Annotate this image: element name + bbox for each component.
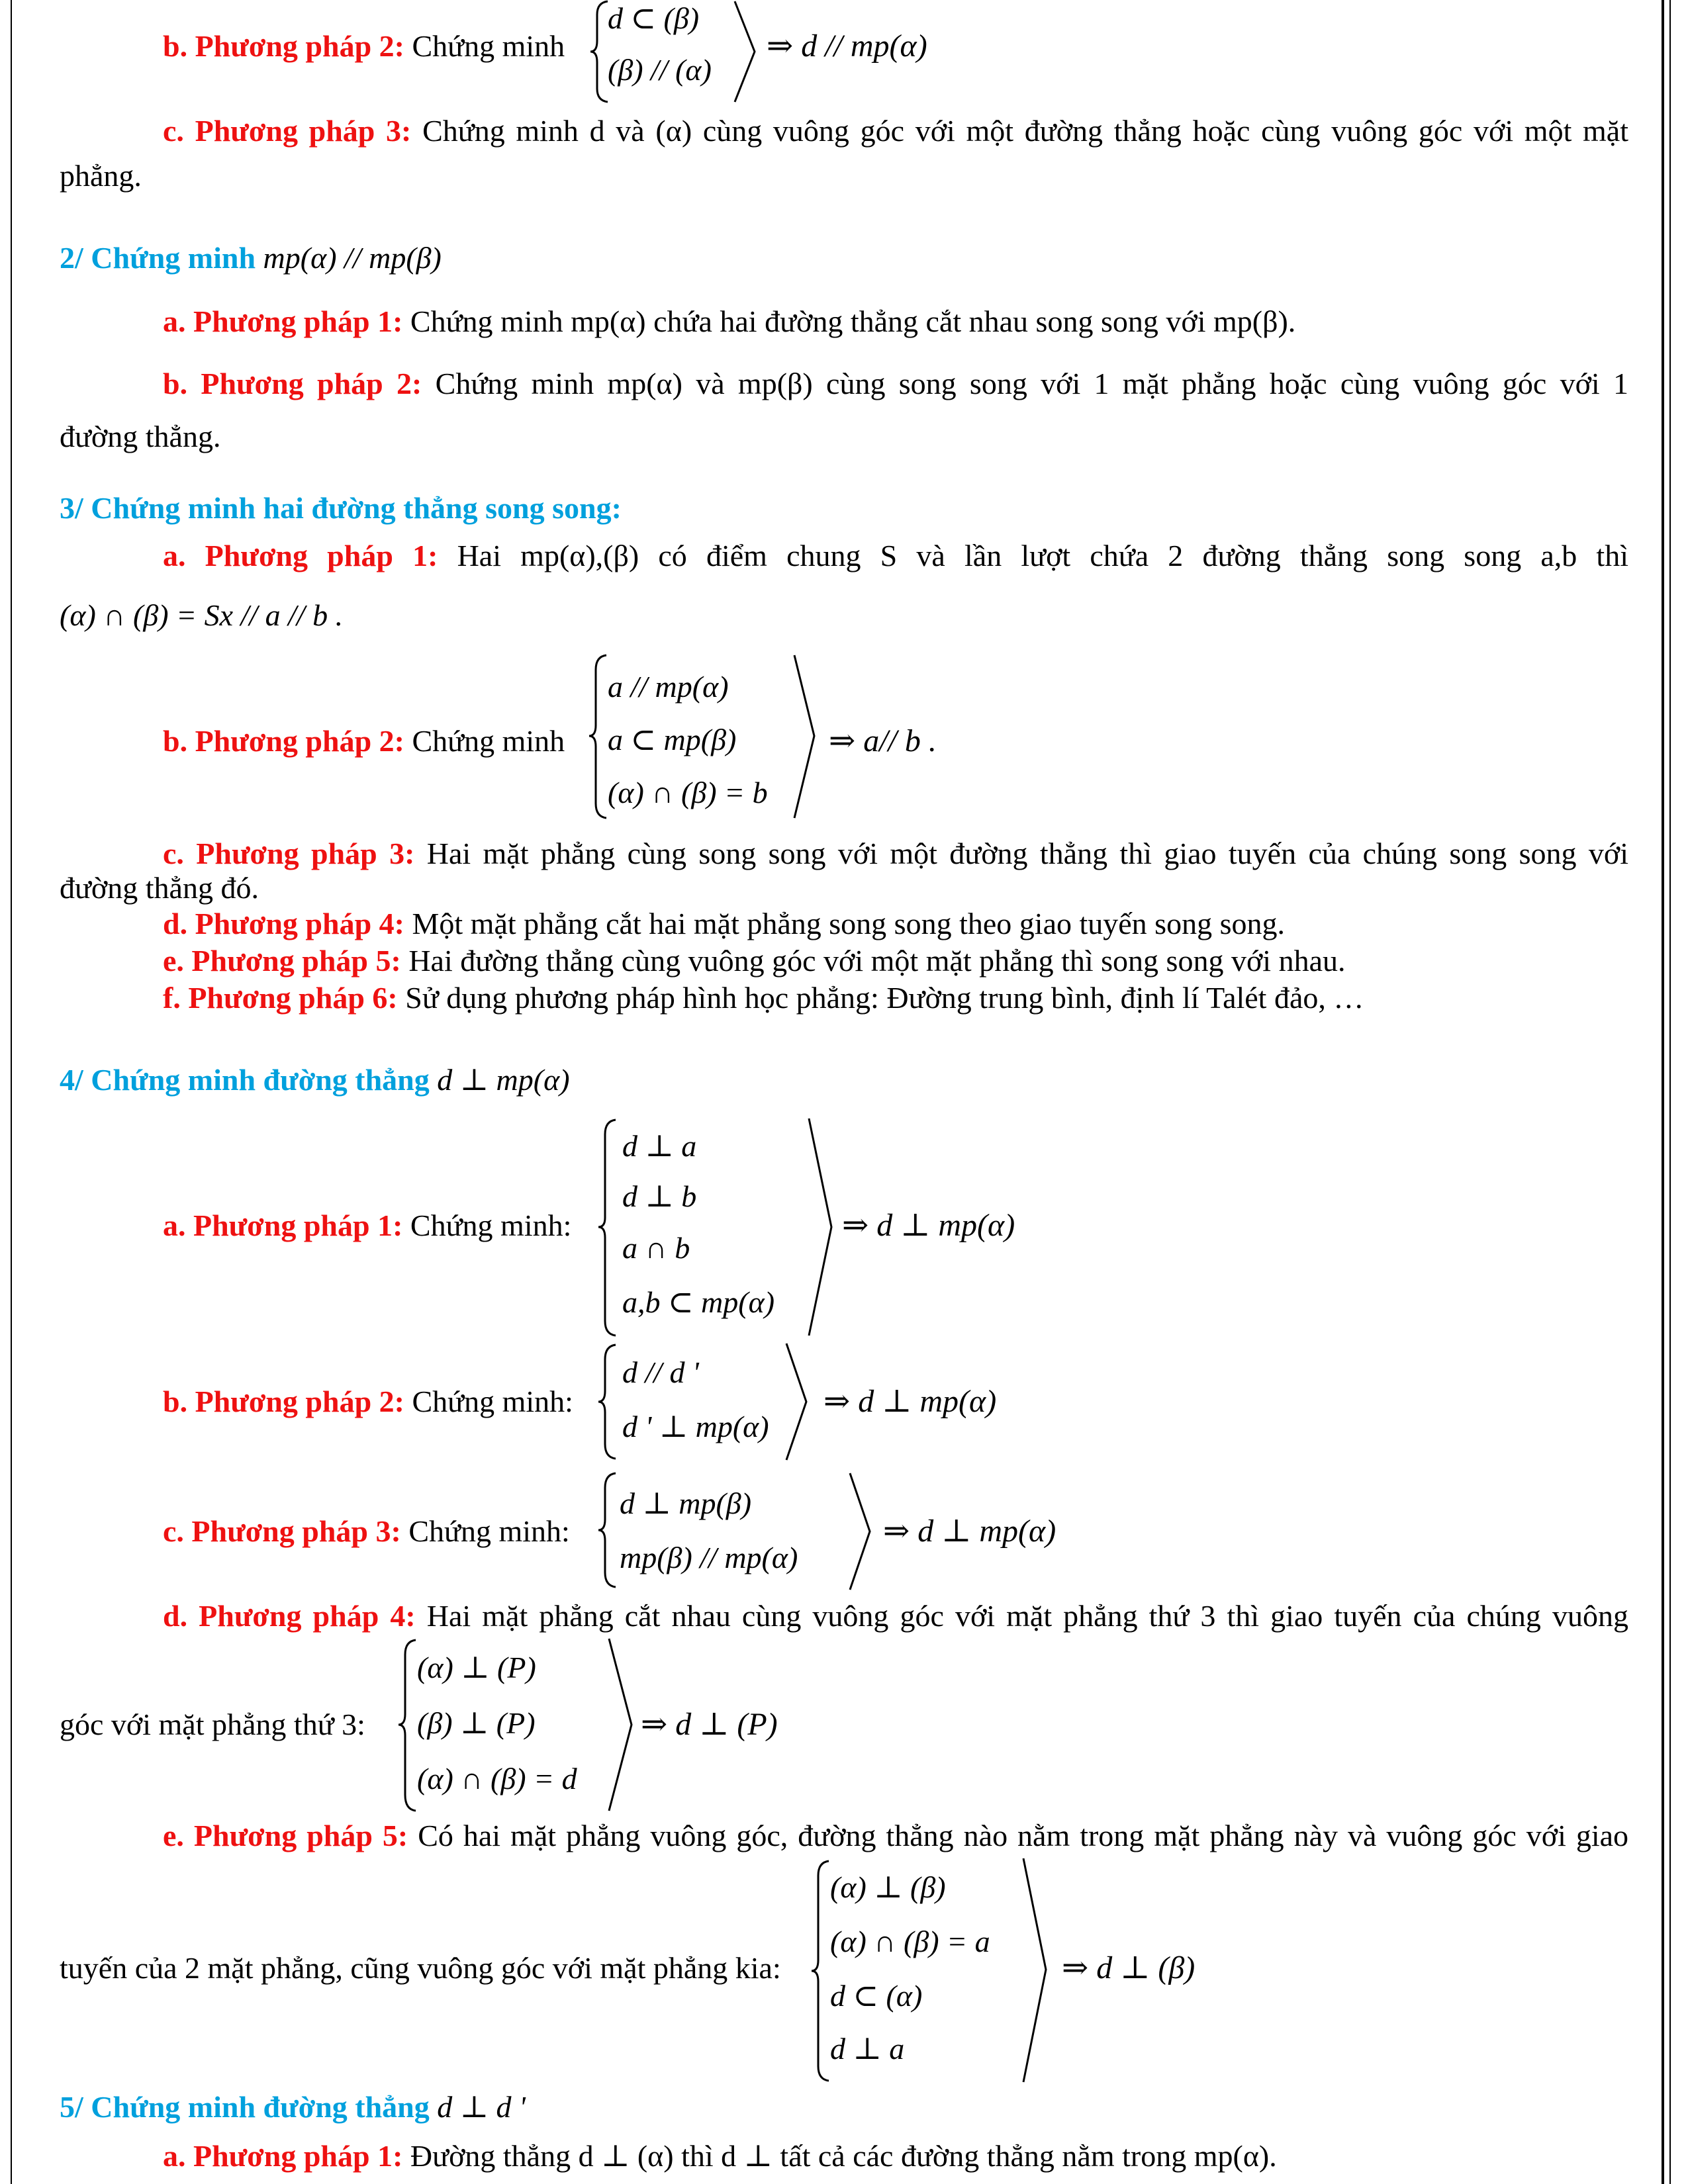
s4-c-label: c. Phương pháp 3: — [163, 1514, 401, 1548]
s4-c-left-brace — [596, 1472, 618, 1588]
s4-b-left-brace — [596, 1343, 618, 1460]
s4-e-text-2: tuyến của 2 mặt phẳng, cũng vuông góc với mặt phẳng kia: — [60, 1951, 781, 1985]
page-border-right — [1662, 0, 1664, 2184]
s2-b-text-1: Chứng minh mp(α) và mp(β) cùng song song với 1 mặt phẳng hoặc cùng vuông góc với 1 — [435, 367, 1628, 400]
s3-c-text-1: Hai mặt phẳng cùng song song với một đường thẳng thì giao tuyến của chúng song song với — [426, 837, 1629, 870]
s4-b-right-angle — [784, 1342, 810, 1461]
s5-a-text: Đường thẳng d ⊥ (α) thì d ⊥ tất cả các đường thẳng nằm trong mp(α). — [410, 2139, 1277, 2173]
s3-d-text: Một mặt phẳng cắt hai mặt phẳng song song theo giao tuyến song song. — [412, 907, 1285, 940]
page-border-left — [11, 0, 12, 2184]
s4-a-right-angle — [806, 1117, 835, 1338]
s3-c-text-2: đường thẳng đó. — [60, 871, 259, 905]
s2-title-math: mp(α) // mp(β) — [263, 241, 442, 275]
s4-title-line — [60, 1062, 570, 1099]
s3-e-text: Hai đường thẳng cùng vuông góc với một mặt phẳng thì song song với nhau. — [408, 944, 1346, 978]
s4-b-result: ⇒ d ⊥ mp(α) — [823, 1384, 997, 1419]
s3-title: 3/ Chứng minh hai đường thẳng song song: — [60, 491, 622, 525]
s1-c-text-2: phẳng. — [60, 159, 142, 193]
s3-d-label: d. Phương pháp 4: — [163, 907, 404, 940]
s4-a-text: Chứng minh: — [410, 1208, 572, 1242]
s4-e-sys-row-4: d ⊥ a — [830, 2032, 905, 2066]
s1-c-line — [163, 113, 1628, 150]
s4-a-sys-row-4: a,b ⊂ mp(α) — [622, 1285, 775, 1319]
s4-d-right-angle — [606, 1637, 635, 1813]
s4-a-sys-row-1: d ⊥ a — [622, 1129, 697, 1163]
s3-b-right-angle — [792, 654, 818, 819]
page-border-right-thin — [1669, 0, 1671, 2184]
s3-a-text-2: (α) ∩ (β) = Sx // a // b . — [60, 598, 344, 632]
s4-b-sys-row-1: d // d ' — [622, 1355, 699, 1389]
s4-d-text-2: góc với mặt phẳng thứ 3: — [60, 1707, 365, 1741]
s4-c-right-angle — [847, 1472, 874, 1591]
s4-d-text-1: Hai mặt phẳng cắt nhau cùng vuông góc với mặt phẳng thứ 3 thì giao tuyến của chúng vuông — [426, 1599, 1628, 1633]
s2-b-line — [163, 365, 1628, 402]
s4-c-result: ⇒ d ⊥ mp(α) — [883, 1514, 1056, 1549]
s4-a-label: a. Phương pháp 1: — [163, 1208, 403, 1242]
s4-d-label: d. Phương pháp 4: — [163, 1599, 416, 1633]
s4-a-left-brace — [596, 1118, 618, 1337]
s4-title: 4/ Chứng minh đường thẳng — [60, 1063, 430, 1097]
s3-a-label: a. Phương pháp 1: — [163, 539, 438, 572]
s2-a-line — [163, 303, 1295, 340]
s4-b-line — [163, 1383, 573, 1420]
s5-a-label: a. Phương pháp 1: — [163, 2139, 403, 2173]
s5-title-line — [60, 2089, 526, 2126]
s3-e-line — [163, 942, 1345, 979]
s3-f-text: Sử dụng phương pháp hình học phẳng: Đường trung bình, định lí Talét đảo, … — [405, 981, 1364, 1015]
s2-a-text: Chứng minh mp(α) chứa hai đường thẳng cắt nhau song song với mp(β). — [410, 304, 1296, 338]
s4-a-sys-row-2: d ⊥ b — [622, 1179, 697, 1213]
s3-f-line — [163, 979, 1364, 1017]
s3-d-line — [163, 905, 1285, 942]
s1-b-line — [163, 28, 565, 65]
s3-a-text-1: Hai mp(α),(β) có điểm chung S và lần lượt chứa 2 đường thẳng song song a,b thì — [457, 539, 1628, 572]
s4-d-sys-row-1: (α) ⊥ (P) — [417, 1651, 536, 1684]
s4-c-text: Chứng minh: — [408, 1514, 570, 1548]
s4-b-label: b. Phương pháp 2: — [163, 1385, 404, 1418]
s3-b-result: ⇒ a// b . — [829, 723, 937, 758]
s1-b-right-angle — [732, 0, 759, 103]
s5-a-line — [163, 2138, 1277, 2175]
s4-e-sys-row-3: d ⊂ (α) — [830, 1979, 923, 2013]
s2-b-text-2: đường thẳng. — [60, 420, 221, 453]
s2-title: 2/ Chứng minh — [60, 241, 256, 275]
s1-c-text-1: Chứng minh d và (α) cùng vuông góc với một đường thẳng hoặc cùng vuông góc với một mặt — [422, 114, 1629, 148]
s4-d-result: ⇒ d ⊥ (P) — [641, 1707, 778, 1742]
s4-d-line — [163, 1598, 1628, 1635]
s3-b-sys-row-1: a // mp(α) — [608, 670, 729, 704]
s2-b-label: b. Phương pháp 2: — [163, 367, 422, 400]
s4-e-label: e. Phương pháp 5: — [163, 1819, 408, 1852]
s4-a-result: ⇒ d ⊥ mp(α) — [842, 1208, 1015, 1243]
s4-a-line — [163, 1207, 571, 1244]
s3-c-label: c. Phương pháp 3: — [163, 837, 415, 870]
s3-b-left-brace — [586, 654, 609, 819]
s1-b-sys-row-1: d ⊂ (β) — [608, 1, 700, 35]
s4-e-sys-row-1: (α) ⊥ (β) — [830, 1870, 946, 1904]
s4-d-left-brace — [396, 1639, 418, 1812]
s4-b-sys-row-2: d ' ⊥ mp(α) — [622, 1410, 769, 1443]
s4-e-right-angle — [1021, 1857, 1050, 2085]
s3-b-sys-row-3: (α) ∩ (β) = b — [608, 776, 768, 809]
s4-e-left-brace — [809, 1860, 831, 2082]
s4-e-sys-row-2: (α) ∩ (β) = a — [830, 1925, 990, 1958]
s4-e-result: ⇒ d ⊥ (β) — [1062, 1950, 1196, 1985]
s2-a-label: a. Phương pháp 1: — [163, 304, 403, 338]
s3-b-text: Chứng minh — [412, 724, 565, 758]
s2-title-line — [60, 240, 442, 277]
s4-e-text-1: Có hai mặt phẳng vuông góc, đường thẳng nào nằm trong mặt phẳng này và vuông góc với giao — [418, 1819, 1629, 1852]
s3-b-line — [163, 723, 565, 760]
s3-e-label: e. Phương pháp 5: — [163, 944, 401, 978]
s1-c-label: c. Phương pháp 3: — [163, 114, 412, 148]
s3-b-sys-row-2: a ⊂ mp(β) — [608, 723, 737, 756]
s4-e-line — [163, 1817, 1628, 1854]
s5-title: 5/ Chứng minh đường thẳng — [60, 2090, 430, 2124]
s3-b-label: b. Phương pháp 2: — [163, 724, 404, 758]
s4-c-line — [163, 1513, 570, 1550]
s4-c-sys-row-1: d ⊥ mp(β) — [620, 1486, 752, 1520]
s1-b-result: ⇒ d // mp(α) — [767, 28, 927, 64]
s3-a-line — [163, 537, 1628, 574]
s1-b-sys-row-2: (β) // (α) — [608, 53, 712, 87]
s4-d-sys-row-2: (β) ⊥ (P) — [417, 1706, 536, 1740]
s4-d-sys-row-3: (α) ∩ (β) = d — [417, 1762, 577, 1796]
s4-title-math: d ⊥ mp(α) — [437, 1063, 570, 1097]
s4-b-text: Chứng minh: — [412, 1385, 573, 1418]
s1-b-left-brace — [588, 0, 610, 103]
s3-c-line — [163, 835, 1628, 872]
s5-title-math: d ⊥ d ' — [437, 2090, 526, 2124]
s4-c-sys-row-2: mp(β) // mp(α) — [620, 1541, 798, 1574]
s1-b-text: Chứng minh — [412, 29, 565, 63]
s3-f-label: f. Phương pháp 6: — [163, 981, 398, 1015]
s4-a-sys-row-3: a ∩ b — [622, 1231, 690, 1265]
s1-b-label: b. Phương pháp 2: — [163, 29, 404, 63]
